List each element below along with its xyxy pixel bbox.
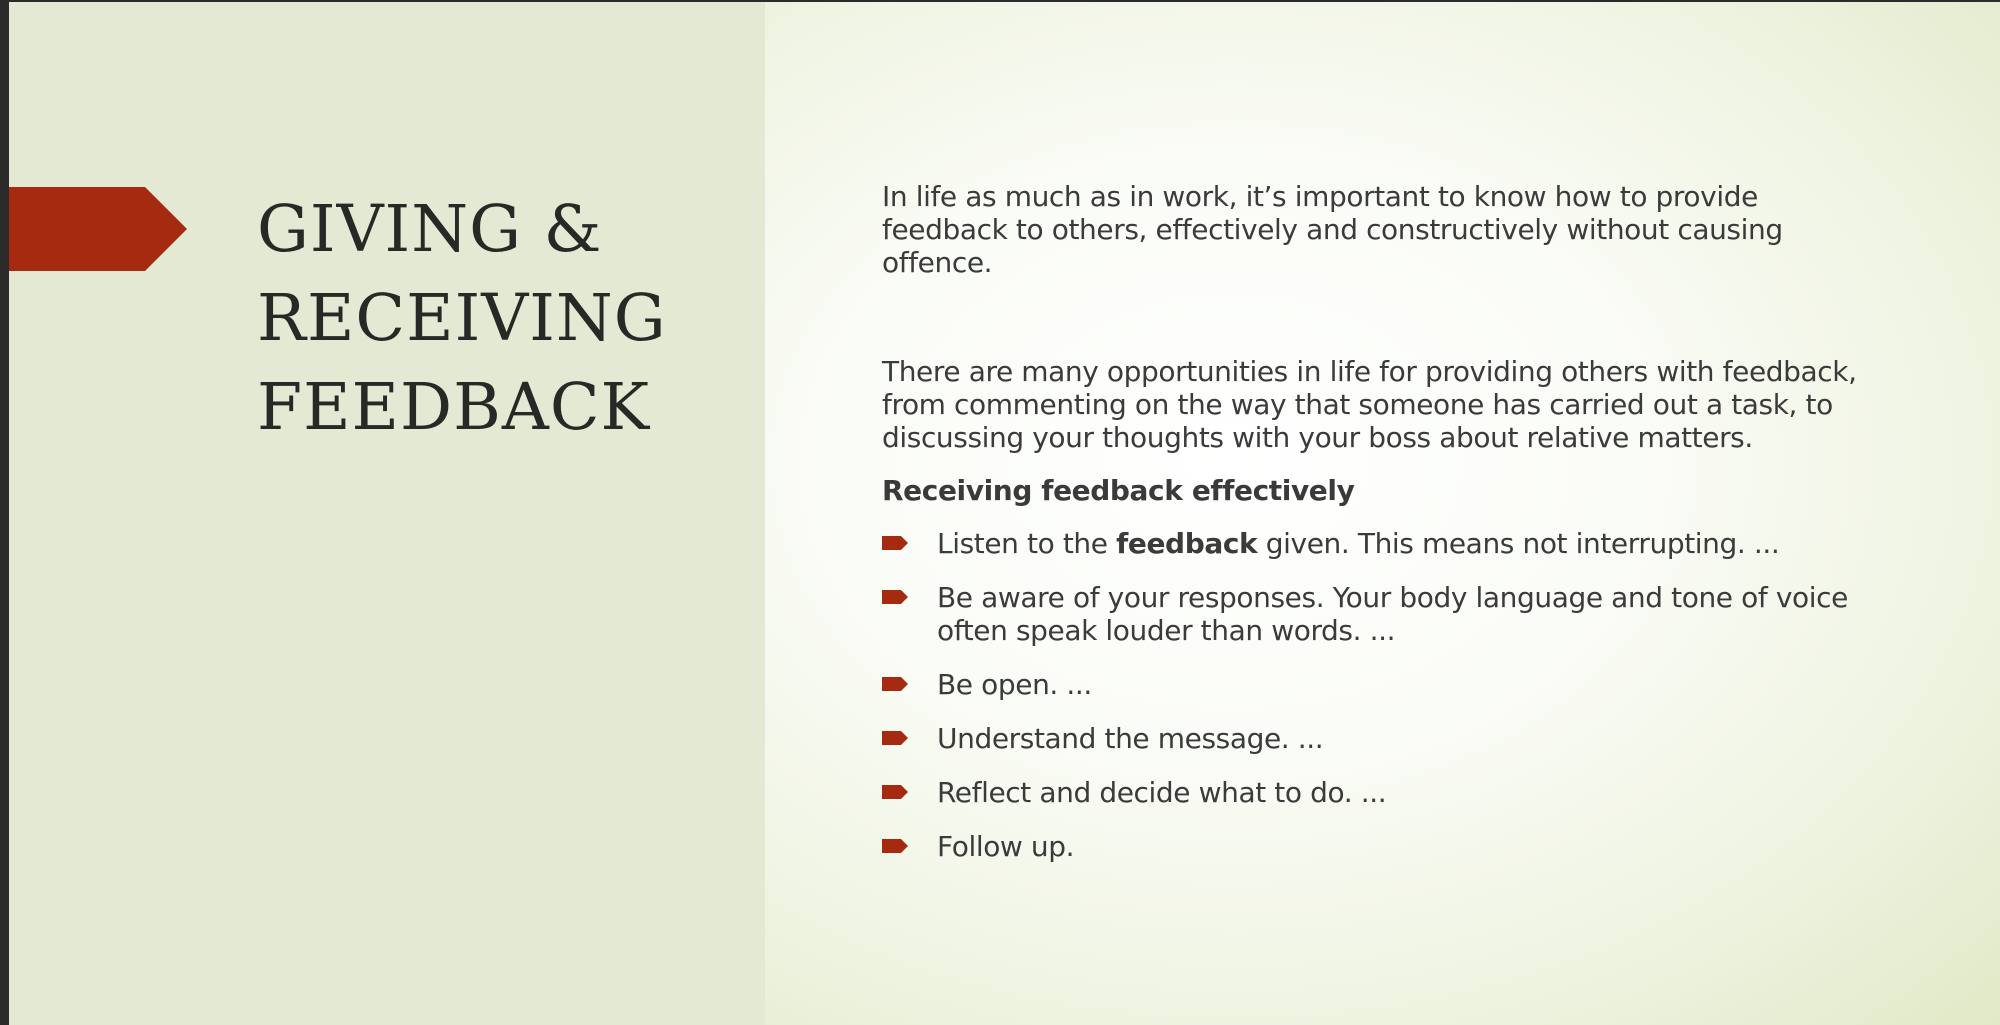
list-item <box>882 581 1882 647</box>
list-item <box>882 722 1882 755</box>
title-line: FEEDBACK <box>257 370 651 445</box>
title-line: GIVING & <box>257 192 603 267</box>
list-item <box>882 830 1882 863</box>
list-item-text: Reflect and decide what to do. ... <box>937 776 1387 809</box>
list-item-text: Understand the message. ... <box>937 722 1324 755</box>
slide <box>9 2 2000 1025</box>
arrow-bullet-icon <box>882 839 908 853</box>
list-item-text: Listen to the <box>937 527 1117 560</box>
list-item-text: Be open. ... <box>937 668 1092 701</box>
list-item <box>882 668 1882 701</box>
arrow-bullet-icon <box>882 731 908 745</box>
section-heading: Receiving feedback effectively <box>882 474 1355 507</box>
slide-title <box>257 185 737 452</box>
arrow-bullet-icon <box>882 590 908 604</box>
slide-body <box>882 180 1882 884</box>
list-item <box>882 527 1882 560</box>
list-item-text: Follow up. <box>937 830 1075 863</box>
list-item <box>882 776 1882 809</box>
list-item-text: given. This means not interrupting. ... <box>1257 527 1780 560</box>
arrow-bullet-icon <box>882 677 908 691</box>
list-item-text: Be aware of your responses. Your body language and tone of voice often speak louder than words. ... <box>937 581 1848 647</box>
arrow-bullet-icon <box>882 536 908 550</box>
bullet-list <box>882 527 1882 863</box>
arrow-bullet-icon <box>882 785 908 799</box>
title-panel <box>9 2 765 1025</box>
intro-paragraph: In life as much as in work, it’s important to know how to provide feedback to others, effectively and constructively without causing offence. <box>882 180 1783 279</box>
arrow-tab-icon <box>9 187 187 271</box>
opportunities-paragraph: There are many opportunities in life for providing others with feedback, from commenting on the way that someone has carried out a task, to discussing your thoughts with your boss about relative matters. <box>882 355 1857 454</box>
title-line: RECEIVING <box>257 281 667 356</box>
list-item-emphasis: feedback <box>1116 527 1258 560</box>
